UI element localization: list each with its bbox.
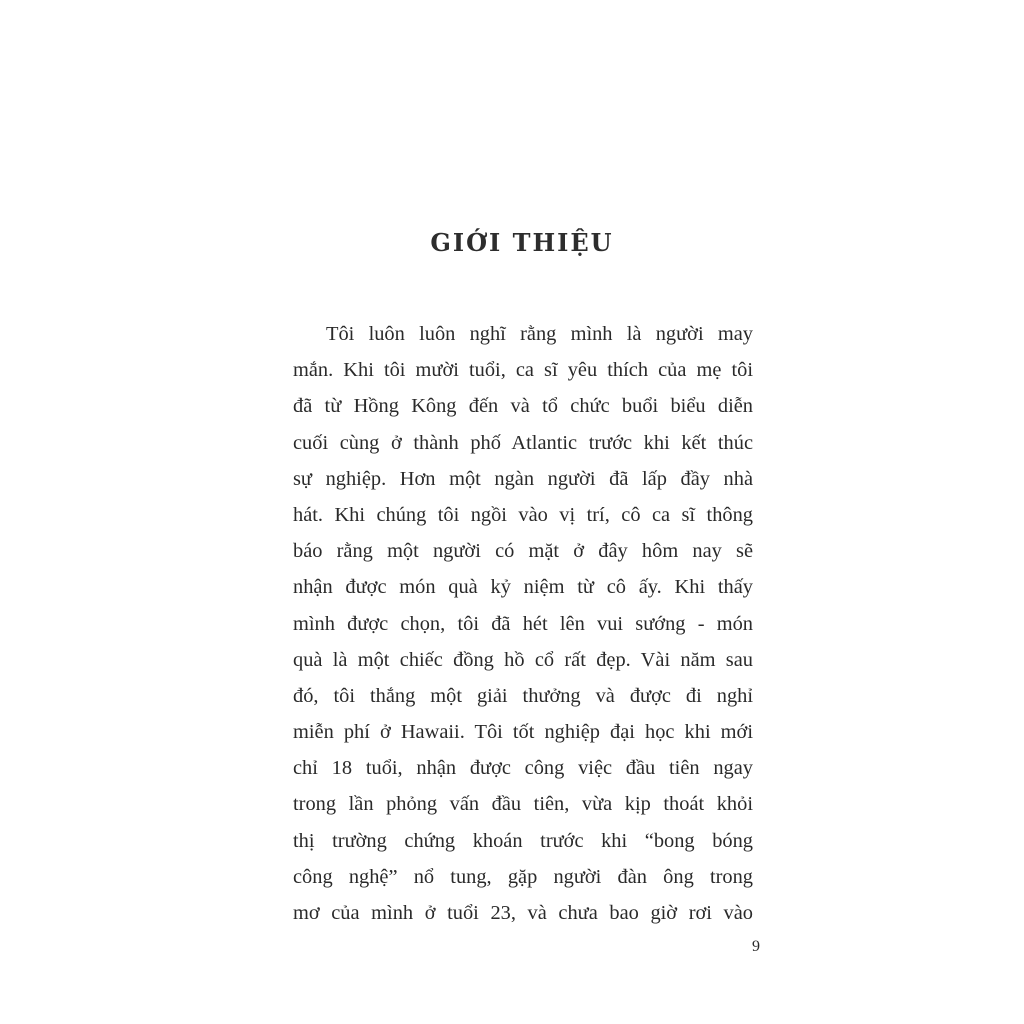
text-line: trong lần phỏng vấn đầu tiên, vừa kịp thoát khỏi — [293, 793, 753, 816]
text-line: hát. Khi chúng tôi ngồi vào vị trí, cô ca sĩ thông — [293, 503, 753, 526]
body-paragraph — [293, 316, 753, 931]
text-line: công nghệ” nổ tung, gặp người đàn ông trong — [293, 865, 753, 888]
text-line: quà là một chiếc đồng hồ cổ rất đẹp. Vài năm sau — [293, 648, 753, 671]
text-line: Tôi luôn luôn nghĩ rằng mình là người may — [326, 323, 753, 345]
text-line: thị trường chứng khoán trước khi “bong bóng — [293, 829, 753, 852]
text-line: mình được chọn, tôi đã hét lên vui sướng - món — [293, 612, 753, 635]
chapter-title: GIỚI THIỆU — [430, 228, 614, 257]
text-line: sự nghiệp. Hơn một ngàn người đã lấp đầy nhà — [293, 467, 753, 490]
page-number: 9 — [752, 938, 760, 955]
text-line: miễn phí ở Hawaii. Tôi tốt nghiệp đại học khi mới — [293, 721, 753, 744]
text-line: chỉ 18 tuổi, nhận được công việc đầu tiên ngay — [293, 757, 753, 780]
text-line: đã từ Hồng Kông đến và tổ chức buổi biểu diễn — [293, 395, 753, 418]
text-line: cuối cùng ở thành phố Atlantic trước khi kết thúc — [293, 431, 753, 454]
text-line: mơ của mình ở tuổi 23, và chưa bao giờ rơi vào — [293, 902, 753, 924]
text-line: mắn. Khi tôi mười tuổi, ca sĩ yêu thích của mẹ tôi — [293, 359, 753, 382]
text-line: đó, tôi thắng một giải thưởng và được đi nghỉ — [293, 684, 753, 707]
text-line: nhận được món quà kỷ niệm từ cô ấy. Khi thấy — [293, 576, 753, 599]
text-line: báo rằng một người có mặt ở đây hôm nay sẽ — [293, 540, 753, 563]
